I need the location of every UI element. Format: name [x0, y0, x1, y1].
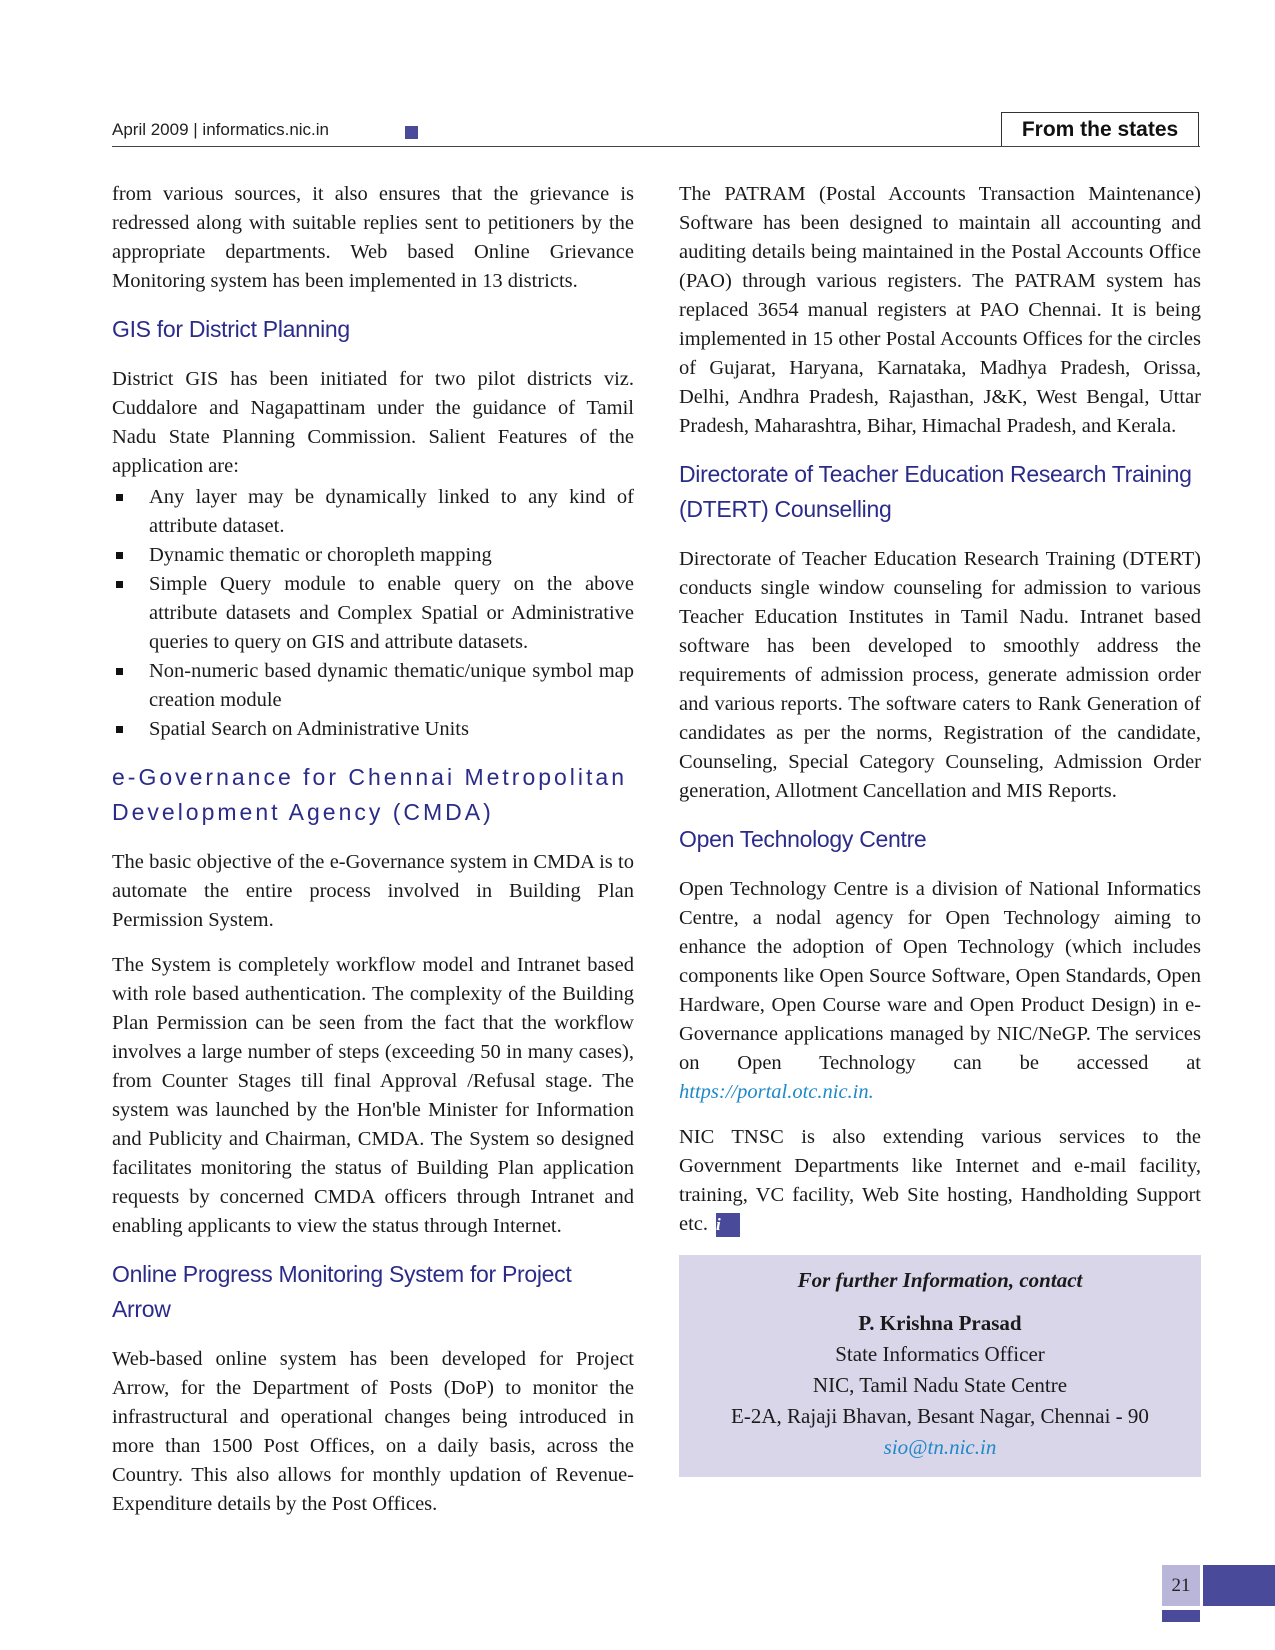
- contact-name: P. Krishna Prasad: [858, 1311, 1022, 1335]
- section-tag: From the states: [1001, 112, 1199, 146]
- header-divider: [112, 146, 1200, 147]
- list-item: Any layer may be dynamically linked to any kind of attribute dataset.: [112, 483, 634, 541]
- header-square-marker: [405, 126, 418, 139]
- contact-address: E-2A, Rajaji Bhavan, Besant Nagar, Chennai - 90: [731, 1404, 1149, 1428]
- dtert-heading: Directorate of Teacher Education Research Training (DTERT) Counselling: [679, 461, 1192, 522]
- tnsc-text: NIC TNSC is also extending various services to the Government Departments like Internet and e-mail facility, training, VC facility, Web Site hosting, Handholding Support etc.: [679, 1126, 1201, 1235]
- otc-paragraph: [679, 875, 1201, 1107]
- info-icon: i: [716, 1213, 740, 1237]
- contact-title: State Informatics Officer: [835, 1342, 1045, 1366]
- list-item: Simple Query module to enable query on the above attribute datasets and Complex Spatial or Administrative queries to query on GIS and attribute datasets.: [112, 570, 634, 657]
- list-item: Non-numeric based dynamic thematic/unique symbol map creation module: [112, 657, 634, 715]
- cmda-paragraph-1: The basic objective of the e-Governance system in CMDA is to automate the entire process involved in Building Plan Permission System.: [112, 851, 634, 931]
- tnsc-paragraph: [679, 1123, 1201, 1239]
- cmda-paragraph-2: The System is completely workflow model and Intranet based with role based authentication. The complexity of the Building Plan Permission can be seen from the fact that the workflow involves a large number of steps (exceeding 50 in many cases), from Counter Stages till final Approval /Refusal stage. The system was launched by the Hon'ble Minister for Information and Publicity and Chairman, CMDA. The System so designed facilitates monitoring the status of Building Plan application requests by concerned CMDA officers through Intranet and enabling applicants to view the status through Internet.: [112, 954, 634, 1237]
- list-item: Spatial Search on Administrative Units: [112, 715, 634, 744]
- right-column: [679, 180, 1201, 1477]
- gis-heading: GIS for District Planning: [112, 316, 350, 342]
- otc-portal-link[interactable]: https://portal.otc.nic.in.: [679, 1081, 874, 1103]
- contact-heading: For further Information, contact: [797, 1268, 1083, 1292]
- footer-corner-strip: [1162, 1610, 1200, 1622]
- intro-paragraph: from various sources, it also ensures that the grievance is redressed along with suitable replies sent to petitioners by the appropriate departments. Web based Online Grievance Monitoring system has been implemented in 13 districts.: [112, 183, 634, 292]
- dtert-paragraph: Directorate of Teacher Education Research Training (DTERT) conducts single window counseling for admission to various Teacher Education Institutes in Tamil Nadu. Intranet based software has been developed to smoothly address the requirements of admission process, generate admission order and various reports. The software caters to Rank Generation of candidates as per the norms, Registration of the candidate, Counseling, Special Category Counseling, Admission Order generation, Allotment Cancellation and MIS Reports.: [679, 548, 1201, 802]
- cmda-heading: e-Governance for Chennai Metropolitan Development Agency (CMDA): [112, 764, 628, 825]
- list-item: Dynamic thematic or choropleth mapping: [112, 541, 634, 570]
- otc-heading: Open Technology Centre: [679, 826, 927, 852]
- gis-paragraph: District GIS has been initiated for two pilot districts viz. Cuddalore and Nagapattinam under the guidance of Tamil Nadu State Planning Commission. Salient Features of the application are:: [112, 368, 634, 477]
- otc-text: Open Technology Centre is a division of National Informatics Centre, a nodal agency for Open Technology aiming to enhance the adoption of Open Technology (which includes components like Open Source Software, Open Standards, Open Hardware, Open Course ware and Open Product Design) in e-Governance applications managed by NIC/NeGP. The services on Open Technology can be accessed at: [679, 878, 1201, 1074]
- contact-box: [679, 1255, 1201, 1477]
- patram-paragraph: The PATRAM (Postal Accounts Transaction Maintenance) Software has been designed to maintain all accounting and auditing details being maintained in the Postal Accounts Office (PAO) through various registers. The PATRAM system has replaced 3654 manual registers at PAO Chennai. It is being implemented in 15 other Postal Accounts Offices for the circles of Gujarat, Haryana, Karnataka, Madhya Pradesh, Orissa, Delhi, Andhra Pradesh, Rajasthan, J&K, West Bengal, Uttar Pradesh, Maharashtra, Bihar, Himachal Pradesh, and Kerala.: [679, 183, 1201, 437]
- project-arrow-paragraph: Web-based online system has been developed for Project Arrow, for the Department of Posts (DoP) to monitor the infrastructural and operational changes being introduced in more than 1500 Post Offices, on a daily basis, across the Country. This also allows for monthly updation of Revenue-Expenditure details by the Post Offices.: [112, 1348, 634, 1515]
- left-column: [112, 180, 634, 1535]
- page-number: 21: [1162, 1565, 1200, 1606]
- footer-corner-block: [1203, 1565, 1275, 1606]
- contact-organization: NIC, Tamil Nadu State Centre: [812, 1373, 1068, 1397]
- project-arrow-heading: Online Progress Monitoring System for Project Arrow: [112, 1261, 572, 1322]
- gis-feature-list: [112, 483, 634, 744]
- contact-email-link[interactable]: sio@tn.nic.in: [883, 1435, 997, 1459]
- issue-date-site: April 2009 | informatics.nic.in: [112, 120, 330, 139]
